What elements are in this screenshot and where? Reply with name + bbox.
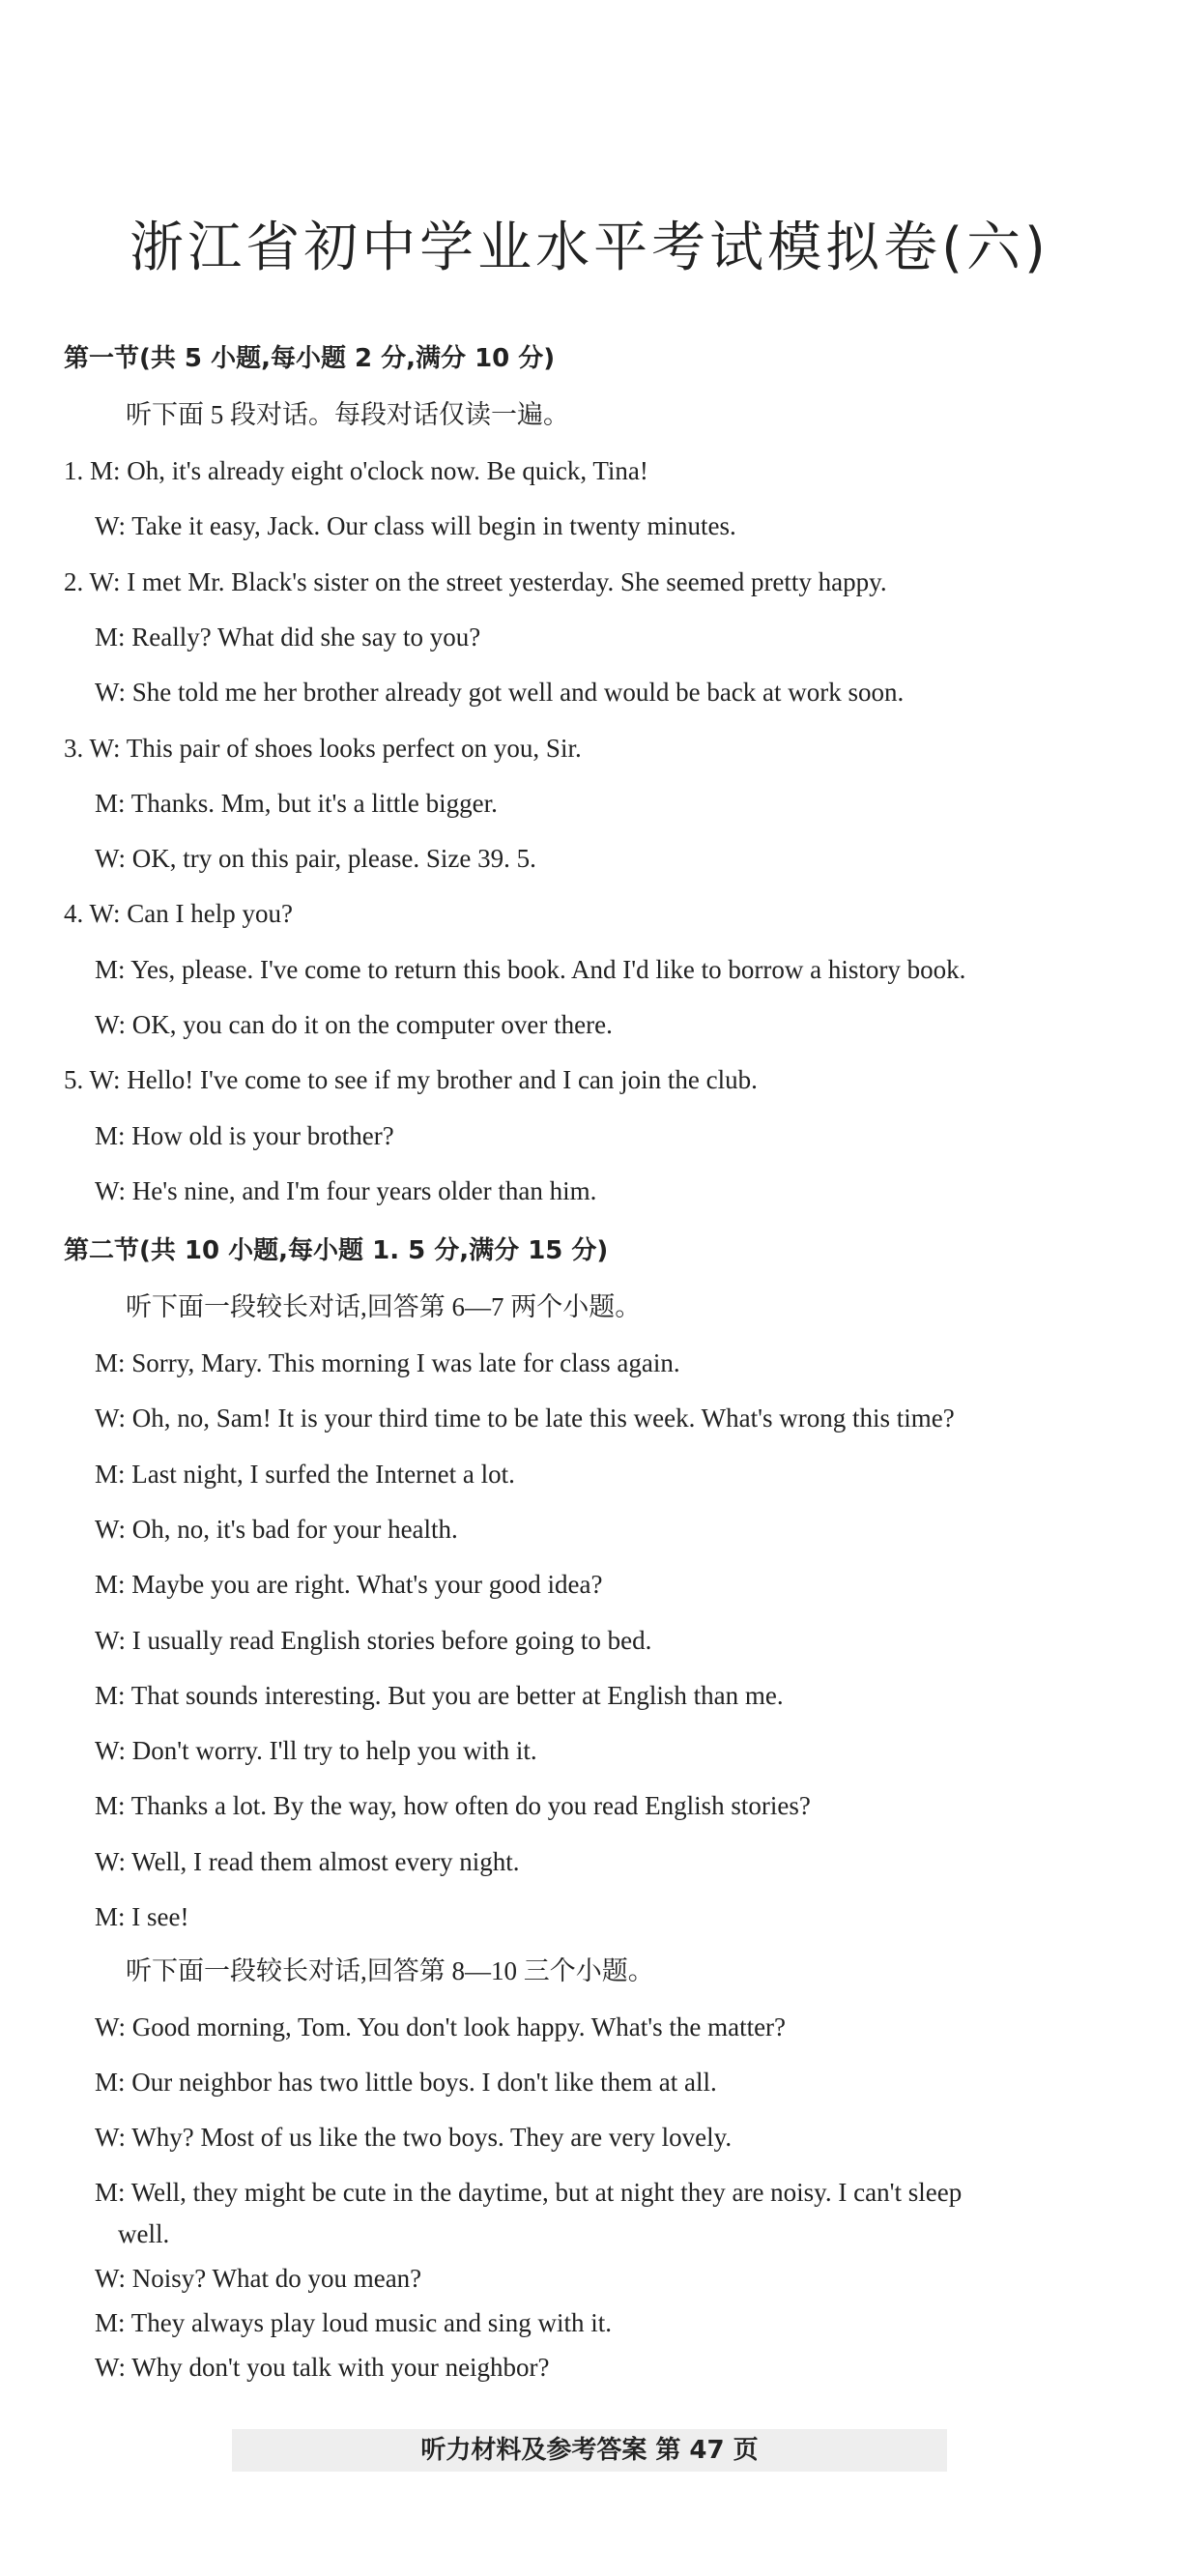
speaker-label: 3. W: <box>64 733 121 763</box>
speaker-label: 2. W: <box>64 566 121 596</box>
dialog-line <box>95 1845 519 1878</box>
speaker-label: W: <box>95 511 126 541</box>
dialog-text: Can I help you? <box>120 899 293 929</box>
section2-intro1: 听下面一段较长对话,回答第 6—7 两个小题。 <box>126 1292 642 1321</box>
dialog-text: Last night, I surfed the Internet a lot. <box>125 1459 515 1489</box>
dialog-text: Yes, please. I've come to return this book. And I'd like to borrow a history book. <box>125 954 966 984</box>
dialog-line <box>95 2351 550 2384</box>
speaker-label: W: <box>95 2353 126 2382</box>
dialog-text: OK, you can do it on the computer over there. <box>125 1010 613 1039</box>
dialog-line <box>118 2217 169 2250</box>
page-footer: 听力材料及参考答案 第 47 页 <box>232 2429 947 2472</box>
dialog-line <box>95 1900 188 1933</box>
speaker-label: M: <box>95 1680 126 1710</box>
section1-intro: 听下面 5 段对话。每段对话仅读一遍。 <box>126 400 569 429</box>
dialog-line <box>95 2262 421 2295</box>
dialog-line <box>64 897 293 930</box>
dialog-line <box>95 509 736 542</box>
dialog-text: well. <box>118 2219 170 2248</box>
dialog-line <box>95 953 965 986</box>
dialog-line <box>95 1458 515 1491</box>
speaker-label: W: <box>95 1514 126 1544</box>
dialog-text: Hello! I've come to see if my brother and I can join the club. <box>120 1065 758 1095</box>
dialog-text: This pair of shoes looks perfect on you, Sir. <box>120 733 582 763</box>
dialog-text: Oh, no, Sam! It is your third time to be late this week. What's wrong this time? <box>125 1404 955 1433</box>
dialog-line <box>95 1119 394 1152</box>
dialog-text: Well, I read them almost every night. <box>125 1846 520 1876</box>
dialog-text: I see! <box>125 1902 189 1931</box>
dialog-text: I met Mr. Black's sister on the street yesterday. She seemed pretty happy. <box>120 566 887 596</box>
speaker-label: M: <box>95 2178 126 2207</box>
dialog-line <box>95 787 498 820</box>
dialog-line <box>95 1174 596 1207</box>
dialog-line <box>64 732 582 765</box>
dialog-line <box>95 1789 811 1822</box>
dialog-line <box>95 1568 603 1601</box>
dialog-line <box>95 2176 962 2209</box>
speaker-label: W: <box>95 1010 126 1039</box>
speaker-label: M: <box>95 2068 126 2097</box>
speaker-label: W: <box>95 1404 126 1433</box>
speaker-label: W: <box>95 2123 126 2152</box>
dialog-text: He's nine, and I'm four years older than him. <box>125 1175 597 1205</box>
dialog-text: Our neighbor has two little boys. I don't like them at all. <box>125 2068 717 2097</box>
speaker-label: 5. W: <box>64 1065 121 1095</box>
dialog-text: Don't worry. I'll try to help you with it. <box>125 1736 537 1766</box>
dialog-text: Sorry, Mary. This morning I was late for class again. <box>125 1348 680 1377</box>
dialog-text: She told me her brother already got well and would be back at work soon. <box>125 678 905 708</box>
page-title: 浙江省初中学业水平考试模拟卷(六) <box>129 217 1050 279</box>
dialog-text: I usually read English stories before going to bed. <box>125 1625 652 1655</box>
dialog-line <box>95 1346 680 1379</box>
dialog-text: Good morning, Tom. You don't look happy. What's the matter? <box>125 2012 787 2041</box>
dialog-line <box>95 1624 651 1657</box>
speaker-label: 1. M: <box>64 456 121 485</box>
speaker-label: W: <box>95 2012 126 2041</box>
dialog-text: Why? Most of us like the two boys. They are very lovely. <box>125 2123 733 2152</box>
dialog-line <box>95 2011 786 2043</box>
speaker-label: M: <box>95 954 126 984</box>
dialog-line <box>95 1513 458 1546</box>
dialog-line <box>95 1008 613 1041</box>
dialog-text: They always play loud music and sing with it. <box>125 2308 612 2337</box>
speaker-label: M: <box>95 1120 126 1150</box>
dialog-line <box>95 1679 784 1712</box>
dialog-text: Maybe you are right. What's your good idea? <box>125 1570 603 1600</box>
speaker-label: M: <box>95 2308 126 2337</box>
dialog-text: Take it easy, Jack. Our class will begin in twenty minutes. <box>125 511 736 541</box>
speaker-label: M: <box>95 788 126 818</box>
dialog-text: Thanks a lot. By the way, how often do you read English stories? <box>125 1791 811 1821</box>
dialog-text: Why don't you talk with your neighbor? <box>125 2353 550 2382</box>
speaker-label: M: <box>95 1791 126 1821</box>
dialog-line <box>64 565 887 598</box>
speaker-label: M: <box>95 1902 126 1931</box>
dialog-line <box>95 676 904 709</box>
dialog-line <box>95 2066 717 2098</box>
section2-heading: 第二节(共 10 小题,每小题 1. 5 分,满分 15 分) <box>64 1236 609 1265</box>
speaker-label: W: <box>95 1736 126 1766</box>
dialog-line <box>95 2121 732 2154</box>
dialog-text: How old is your brother? <box>125 1120 394 1150</box>
speaker-label: M: <box>95 1459 126 1489</box>
dialog-line <box>64 1063 758 1096</box>
dialog-text: Really? What did she say to you? <box>125 622 481 651</box>
dialog-text: Thanks. Mm, but it's a little bigger. <box>125 788 498 818</box>
speaker-label: 4. W: <box>64 899 121 929</box>
dialog-line <box>95 842 536 875</box>
dialog-text: OK, try on this pair, please. Size 39. 5. <box>125 844 536 874</box>
speaker-label: W: <box>95 2264 126 2293</box>
speaker-label: W: <box>95 1625 126 1655</box>
dialog-text: Noisy? What do you mean? <box>125 2264 422 2293</box>
speaker-label: M: <box>95 1348 126 1377</box>
dialog-line <box>95 621 480 653</box>
dialog-line <box>95 1734 537 1767</box>
dialog-line <box>64 454 648 487</box>
dialog-line <box>95 2306 612 2339</box>
dialog-text: Oh, no, it's bad for your health. <box>125 1514 458 1544</box>
section2-intro2: 听下面一段较长对话,回答第 8—10 三个小题。 <box>126 1956 654 1985</box>
speaker-label: W: <box>95 1175 126 1205</box>
dialog-text: Oh, it's already eight o'clock now. Be quick, Tina! <box>120 456 648 485</box>
dialog-line <box>95 1402 955 1434</box>
section1-heading: 第一节(共 5 小题,每小题 2 分,满分 10 分) <box>64 344 556 373</box>
dialog-text: That sounds interesting. But you are better at English than me. <box>125 1680 784 1710</box>
speaker-label: W: <box>95 678 126 708</box>
dialog-text: Well, they might be cute in the daytime, but at night they are noisy. I can't sleep <box>125 2178 963 2207</box>
speaker-label: W: <box>95 1846 126 1876</box>
speaker-label: M: <box>95 622 126 651</box>
speaker-label: M: <box>95 1570 126 1600</box>
speaker-label: W: <box>95 844 126 874</box>
